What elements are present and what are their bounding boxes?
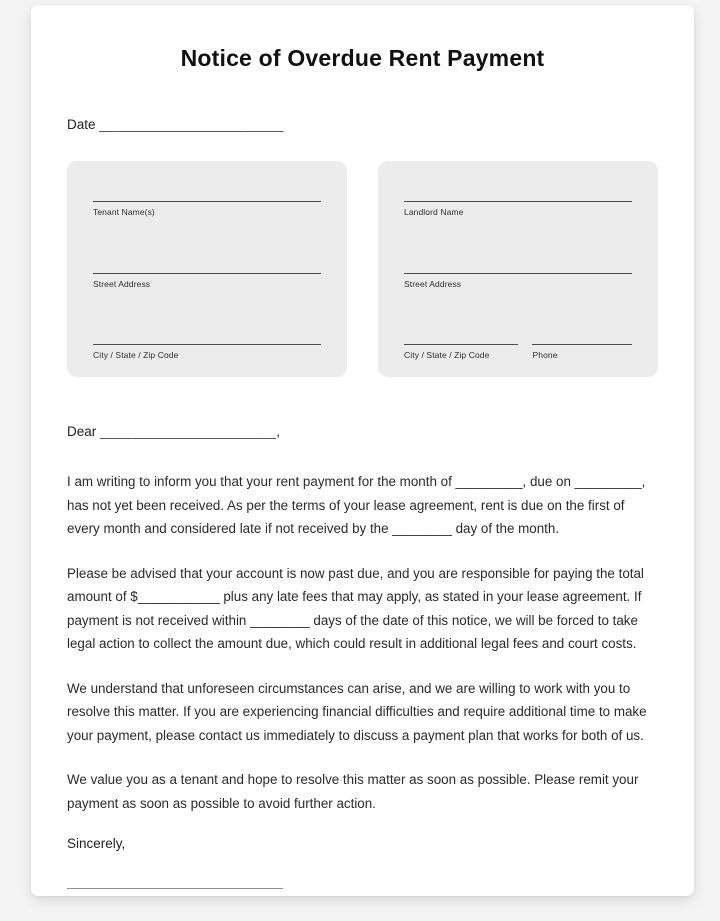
letter-body: [67, 470, 658, 815]
field-line: [93, 344, 321, 345]
date-field: [67, 117, 658, 132]
salutation: [67, 424, 658, 439]
landlord-city-phone-row: [404, 344, 632, 360]
field-line: [404, 344, 518, 345]
landlord-name-label: Landlord Name: [404, 207, 464, 217]
landlord-info-box: [378, 161, 658, 377]
date-label: Date: [67, 117, 96, 132]
landlord-name-field[interactable]: [404, 201, 632, 217]
document-page: [31, 5, 694, 896]
tenant-city-state-zip-field[interactable]: [93, 344, 321, 360]
page-title: Notice of Overdue Rent Payment: [180, 45, 545, 71]
salutation-blank[interactable]: ______________________: [100, 424, 277, 439]
field-line: [404, 273, 632, 274]
tenant-street-address-field[interactable]: [93, 273, 321, 289]
field-line: [93, 273, 321, 274]
landlord-phone-label: Phone: [532, 350, 558, 360]
landlord-street-address-label: Street Address: [404, 278, 462, 289]
address-boxes: [67, 161, 658, 377]
paragraph-remit-payment: We value you as a tenant and hope to resolve this matter as soon as possible. Please remit your payment as soon as possible to avoid further action.: [67, 772, 639, 811]
tenant-info-box: [67, 161, 347, 377]
landlord-street-address-field[interactable]: [404, 273, 632, 289]
tenant-street-address-label: Street Address: [93, 278, 151, 289]
landlord-city-state-zip-field[interactable]: [404, 344, 518, 360]
paragraph-overdue-notice: I am writing to inform you that your rent payment for the month of _________, due on _________, has not yet been received. As per the terms of your lease agreement, rent is due on the first of every month and considered late if not received by the ________ day of the month.: [67, 474, 646, 536]
tenant-name-field[interactable]: [93, 201, 321, 217]
paragraph-past-due-amount: Please be advised that your account is now past due, and you are responsible for paying the total amount of $___________ plus any late fees that may apply, as stated in your lease agreement. If payment is not received within ________ days of the date of this notice, we will be forced to take legal action to collect the amount due, which could result in additional legal fees and court costs.: [67, 565, 644, 651]
tenant-city-state-zip-label: City / State / Zip Code: [93, 350, 179, 360]
closing-sincerely: Sincerely,: [67, 836, 126, 851]
tenant-name-label: Tenant Name(s): [93, 207, 155, 217]
field-line: [532, 344, 632, 345]
landlord-city-state-zip-label: City / State / Zip Code: [404, 350, 490, 360]
landlord-phone-field[interactable]: [532, 344, 632, 360]
date-blank[interactable]: _______________________: [99, 117, 284, 132]
signature-line[interactable]: [67, 888, 283, 889]
paragraph-payment-plan: We understand that unforeseen circumstances can arise, and we are willing to work with you to resolve this matter. If you are experiencing financial difficulties and require additional time to make your payment, please contact us immediately to discuss a payment plan that works for both of us.: [67, 680, 647, 743]
field-line: [93, 201, 321, 202]
salutation-suffix: ,: [276, 424, 280, 439]
field-line: [404, 201, 632, 202]
salutation-prefix: Dear: [67, 424, 97, 439]
